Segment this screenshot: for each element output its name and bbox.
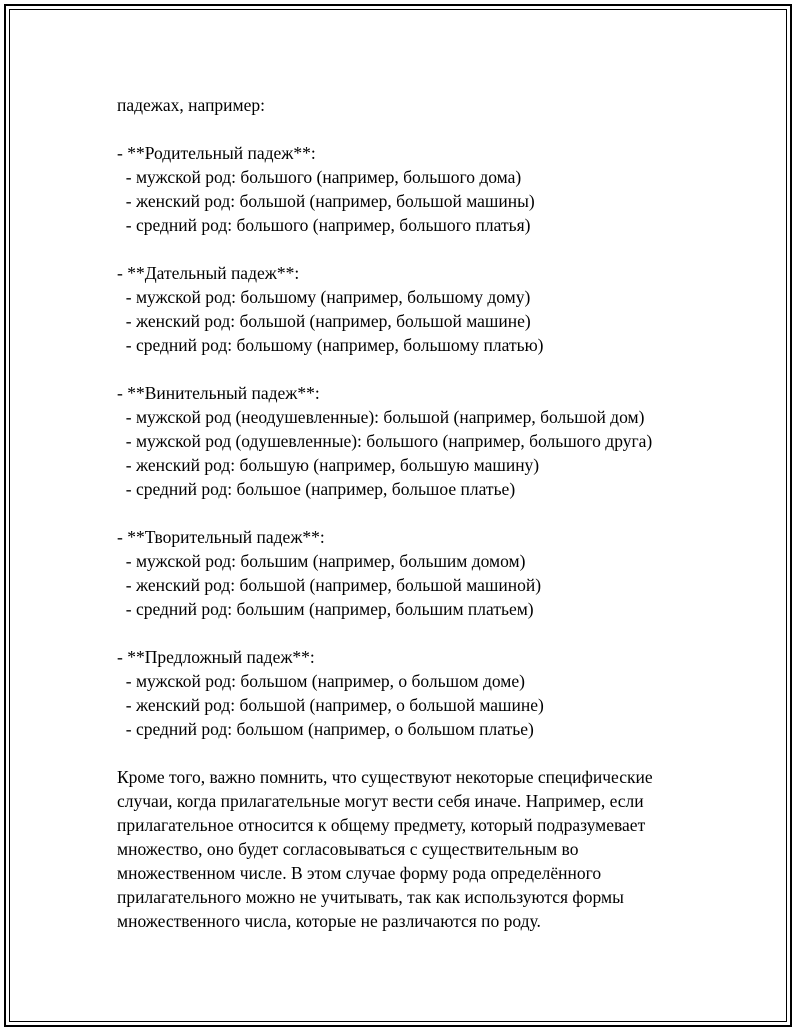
paragraph-line: прилагательное относится к общему предмету, который подразумевает: [117, 815, 646, 835]
spacer: [117, 621, 737, 645]
list-item: - женский род: большой (например, о большой машине): [117, 695, 544, 715]
section-heading: - **Родительный падеж**:: [117, 143, 316, 163]
paragraph-line: Кроме того, важно помнить, что существуют некоторые специфические: [117, 767, 653, 787]
list-item: - мужской род (одушевленные): большого (например, большого друга): [117, 431, 653, 451]
section-heading: - **Дательный падеж**:: [117, 263, 300, 283]
list-item: - средний род: большое (например, большое платье): [117, 479, 516, 499]
list-item: - женский род: большой (например, большой машиной): [117, 575, 542, 595]
spacer: [117, 501, 737, 525]
list-item: - средний род: большого (например, большого платья): [117, 215, 531, 235]
section-heading: - **Предложный падеж**:: [117, 647, 315, 667]
intro-line: падежах, например:: [117, 95, 265, 115]
case-section-instrumental: [117, 525, 737, 621]
spacer: [117, 117, 737, 141]
case-section-prepositional: [117, 645, 737, 741]
closing-paragraph: [117, 765, 737, 933]
list-item: - средний род: большом (например, о большом платье): [117, 719, 534, 739]
list-item: - мужской род: большому (например, большому дому): [117, 287, 531, 307]
paragraph-line: множественном числе. В этом случае форму рода определённого: [117, 863, 602, 883]
paragraph-line: случаи, когда прилагательные могут вести себя иначе. Например, если: [117, 791, 644, 811]
list-item: - мужской род: большом (например, о большом доме): [117, 671, 525, 691]
list-item: - женский род: большой (например, большой машины): [117, 191, 535, 211]
paragraph-line: множество, оно будет согласовываться с существительным во: [117, 839, 579, 859]
spacer: [117, 237, 737, 261]
document-body: [117, 93, 737, 933]
section-heading: - **Творительный падеж**:: [117, 527, 325, 547]
list-item: - женский род: большой (например, большой машине): [117, 311, 531, 331]
list-item: - мужской род: большого (например, большого дома): [117, 167, 522, 187]
list-item: - мужской род (неодушевленные): большой (например, большой дом): [117, 407, 645, 427]
paragraph-line: прилагательного можно не учитывать, так как используются формы: [117, 887, 624, 907]
spacer: [117, 741, 737, 765]
spacer: [117, 357, 737, 381]
case-section-genitive: [117, 141, 737, 237]
list-item: - средний род: большим (например, большим платьем): [117, 599, 534, 619]
case-section-dative: [117, 261, 737, 357]
list-item: - мужской род: большим (например, большим домом): [117, 551, 526, 571]
section-heading: - **Винительный падеж**:: [117, 383, 320, 403]
case-section-accusative: [117, 381, 737, 501]
list-item: - средний род: большому (например, большому платью): [117, 335, 544, 355]
paragraph-line: множественного числа, которые не различаются по роду.: [117, 911, 541, 931]
list-item: - женский род: большую (например, большую машину): [117, 455, 540, 475]
